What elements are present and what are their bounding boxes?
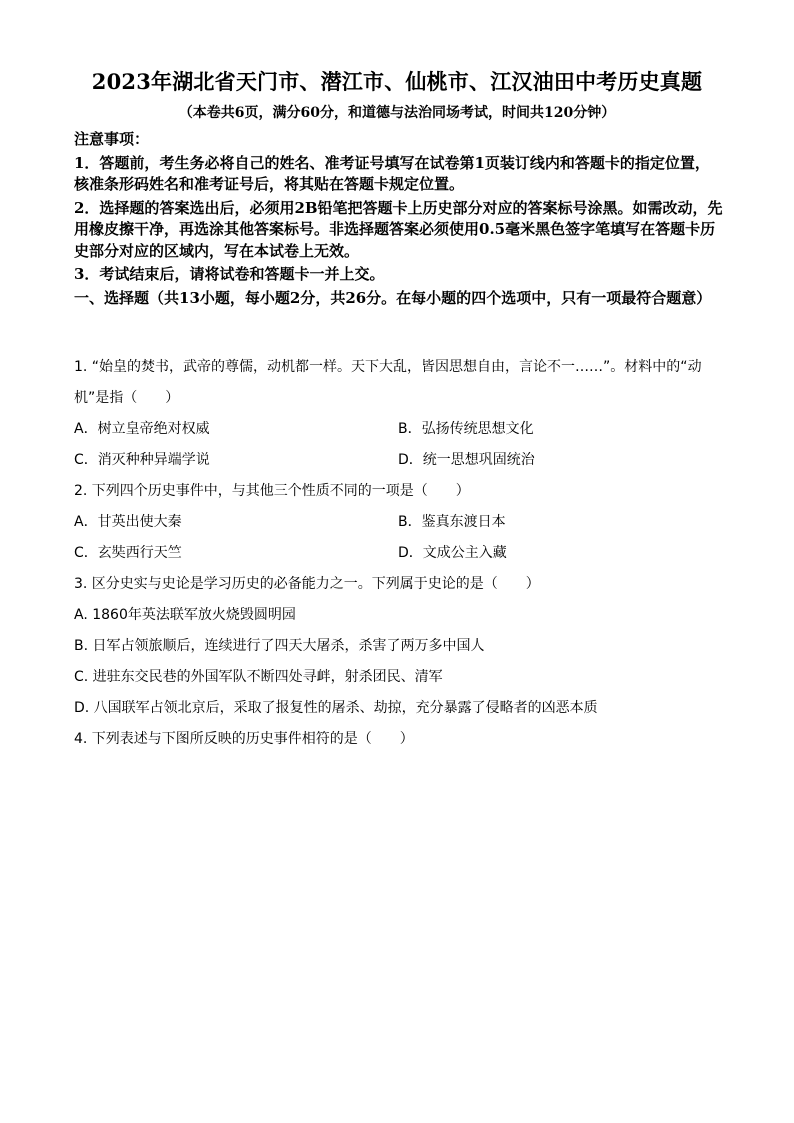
option-c: C．消灭种种异端学说: [74, 452, 210, 468]
question-2-stem: 2. 下列四个历史事件中，与其他三个性质不同的一项是（ ）: [74, 483, 470, 499]
question-2-options: [74, 507, 724, 569]
option-d: D．统一思想巩固统治: [398, 452, 535, 468]
option-a: A. 1860年英法联军放火烧毁圆明园: [74, 607, 296, 623]
question-2: [74, 476, 724, 569]
question-3-options: [74, 600, 724, 724]
option-d: D．文成公主入藏: [398, 545, 507, 561]
question-1-stem: 1. “始皇的焚书，武帝的尊儒，动机都一样。天下大乱，皆因思想自由，言论不一……”。材料中的“动机”是指（ ）: [74, 359, 702, 406]
question-4-stem: 4. 下列表述与下图所反映的历史事件相符的是（ ）: [74, 731, 414, 747]
option-c: C．玄奘西行天竺: [74, 545, 182, 561]
page-title: 2023年湖北省天门市、潜江市、仙桃市、江汉油田中考历史真题: [91, 69, 703, 94]
question-3: [74, 569, 724, 724]
instruction-2: 2．选择题的答案选出后，必须用2B铅笔把答题卡上历史部分对应的答案标号涂黑。如需改动，先用橡皮擦干净，再选涂其他答案标号。非选择题答案必须使用0.5毫米黑色签字笔填写在答题卡历史部分对应的区域内，写在本试卷上无效。: [74, 198, 723, 260]
option-b: B．弘扬传统思想文化: [398, 421, 534, 437]
instruction-3: 3．考试结束后，请将试卷和答题卡一并上交。: [74, 265, 385, 283]
section-heading: 一、选择题（共13小题，每小题2分，共26分。在每小题的四个选项中，只有一项最符合题意）: [74, 288, 712, 307]
question-4: [74, 724, 724, 755]
question-1-options: [74, 414, 724, 476]
option-b: B. 日军占领旅顺后，连续进行了四天大屠杀，杀害了两万多中国人: [74, 638, 485, 654]
instruction-1: 1．答题前，考生务必将自己的姓名、准考证号填写在试卷第1页装订线内和答题卡的指定位置，核准条形码姓名和准考证号后，将其贴在答题卡规定位置。: [74, 153, 710, 193]
exam-info: （本卷共6页，满分60分，和道德与法治同场考试，时间共120分钟）: [178, 105, 616, 121]
option-d: D. 八国联军占领北京后，采取了报复性的屠杀、劫掠，充分暴露了侵略者的凶恶本质: [74, 700, 598, 716]
question-list: [74, 352, 724, 755]
question-1: [74, 352, 724, 476]
instructions: [74, 129, 724, 311]
instructions-heading: 注意事项：: [74, 130, 150, 148]
option-a: A．树立皇帝绝对权威: [74, 421, 210, 437]
option-b: B．鉴真东渡日本: [398, 514, 506, 530]
option-a: A．甘英出使大秦: [74, 514, 182, 530]
question-3-stem: 3. 区分史实与史论是学习历史的必备能力之一。下列属于史论的是（ ）: [74, 576, 540, 592]
option-c: C. 进驻东交民巷的外国军队不断四处寻衅，射杀团民、清军: [74, 669, 443, 685]
